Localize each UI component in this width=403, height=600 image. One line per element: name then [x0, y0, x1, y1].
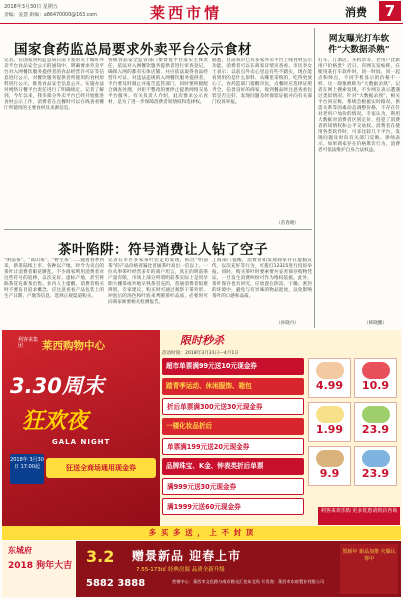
ad2-promo-box: 贺新年 新品加推 火爆认筹中: [340, 544, 398, 594]
article1-col3: 据悉，目前我市已有多家外卖平台上线食材公示功能，消费者可以在商家详情页查看。市民李女士表示：以前点外卖心里总有些不踏实，现在能看到用的是什么原料、从哪里采购的，吃得更放心了。食药监部门提醒市民，点餐时应选择证照齐全、信誉良好的商家，收到餐品时注意查看包装是否完好，发现问题及时保留证据并向有关部门投诉举报。: [212, 58, 312, 105]
product-image: [362, 450, 390, 467]
ad2-address: 营销中心：莱西市文化路与南京路交汇处东北角 开发商：莱西市东府置业有限公司: [172, 579, 325, 584]
price-tile: [308, 446, 351, 486]
ad-offer-row: 品牌珠宝、K金、钟表类折后单票: [162, 458, 304, 475]
article1-col1: 记者。在国家食药监总局日前下发的关于做好外卖平台食品安全公示的通知中，明确要求外卖平台对入网餐饮服务提供者的食品经营许可证等信息进行公示，对餐饮服务提供者所使用的食材原料进行公示，推进食品安全信息公开。实施办法对网络订餐平台责任进行了明确规定。记者了解到，今年以来，我市部分外卖平台已经开始推进食材公示工作，消费者在点餐时可以在线查看餐厅所使用的主要食材及来源信息。: [4, 58, 104, 111]
masthead: 莱西市情: [150, 4, 223, 22]
ad-gala-text: GALA NIGHT: [52, 438, 111, 446]
ad-offer-row: 一楼化妆品折后: [162, 418, 304, 435]
mall-advertisement: [2, 330, 401, 540]
article2-col1: “明前茶”、“高山茶”、“野生茶”……随着春季到来，新茶陆续上市，各种以产地、时令为卖点的茶叶让消费者眼花缭乱。不少商家利用消费者对这些符号的追捧，以次充好、虚标产地，甚至将陈茶冒充新茶出售。业内人士提醒，消费者购买时不要盲目追求概念，应注意查看产品包装上的生产日期、产地等信息，选择正规渠道购买。: [4, 258, 104, 299]
price-tile: [308, 402, 351, 442]
price-value: 10.9: [361, 379, 390, 392]
ad-offer-row: 折后单票满300元送30元现金券: [162, 398, 304, 415]
ad-offer-row: 满999元送30元现金券: [162, 478, 304, 495]
ad-store-note: 利客来欢乐购 更多优惠请到店咨询: [318, 507, 400, 525]
product-image: [362, 406, 390, 423]
ad-left-panel: [2, 330, 160, 540]
ad-slogan-band: 多 买 多 送 ， 上 不 封 顶: [2, 526, 401, 540]
article2-col3: 工商部门提醒，消费者如发现商家存在虚假宣传、以次充好等行为，可拨打12315进行投诉举报。同时，购买茶叶时要索要并妥善保存购物凭证，一旦发生消费纠纷可作为维权依据。此外，茶叶保存也有讲究，应放置在阴凉、干燥、密封的环境中，避免与有异味的物品混放，以免影响茶叶的口感和品质。: [212, 258, 312, 299]
product-image: [316, 362, 344, 379]
sidebar-headline: 网友曝光打车软件“大数据杀熟”: [328, 34, 390, 55]
price-value: 23.9: [361, 423, 390, 436]
price-tile: [354, 402, 397, 442]
realestate-advertisement: [2, 541, 401, 597]
page-header: [0, 0, 403, 24]
product-image: [362, 362, 390, 379]
price-tile: [308, 358, 351, 398]
sidebar-body: 打车、订酒店、买机票等，老用户比新用户价格贵？近日，有网友发帖称，在使用某打车软件时，同一时间、同一起点和终点，不同手机显示的价格不一样，这一现象被称为“大数据杀熟”。记者在网上搜索发现，不少网友表示遭遇过类似情况。针对“大数据杀熟”，相关平台回应称，系统会根据实时路况、供需关系等因素动态调整价格，不存在针对老用户加价的情况。专家认为，利用大数据对消费者区别定价，侵犯了消费者的知情权和公平交易权。消费者在使用各类软件时，可多比较几个平台，发现问题及时向有关部门反映。律师表示，如果商家存在价格欺诈行为，消费者可依法维护自身合法权益。: [318, 58, 400, 153]
ad-coupon-banner: 狂送全商场通用现金券: [46, 458, 156, 478]
article2-col2: 记者在市区多家茶叶店走访发现，标注“明前茶”的产品价格普遍比普通茶叶高出一倍以上。一位从事茶叶经营多年的商户坦言，真正的明前茶产量有限，市场上部分所谓明前茶实际上是用早期大棚茶或外地早熟茶冒充的，普通消费者很难辨别。专家建议，购买时可通过观察干茶外形、冲泡后的汤色和叶底来判断茶叶品质，必要时可向商家索要相关检测报告。: [108, 258, 208, 305]
price-value: 9.9: [319, 467, 340, 480]
ad2-phone: 5882 3888: [86, 578, 146, 589]
page-number: 7: [379, 1, 401, 21]
article2-reporter: （孙晓丹）: [276, 321, 299, 326]
ad-crazy-headline: 狂欢夜: [22, 409, 89, 434]
sidebar-reporter: （韩晓鹏）: [364, 321, 387, 326]
ad-offer-row: 踏青季运动、休闲服饰、箱包: [162, 378, 304, 395]
ad2-year: 2018 狗年大吉: [8, 561, 73, 571]
ad-datebox: 2018年 3月30日 17:00起: [10, 454, 44, 484]
mall-name: 莱西购物中心: [42, 340, 105, 352]
divider: [4, 229, 312, 230]
article1-reporter: （苗春晓）: [276, 221, 299, 226]
editor-line: 责编：姜慧 街编：a86470000@163.com: [4, 13, 97, 18]
ad-offer-row: 单票满199元送20元现金券: [162, 438, 304, 455]
price-tile: [354, 446, 397, 486]
price-value: 1.99: [315, 423, 344, 436]
issue-date: 2018年3月30日 星期五: [4, 4, 58, 10]
product-image: [316, 406, 344, 423]
flash-sale-dates: 活动时间：2018年3月31日—4月1日: [162, 351, 239, 356]
mall-logo: 利客来集团: [18, 337, 39, 349]
ad2-logo: 东城府: [8, 546, 32, 555]
ad2-date: 3.2: [86, 547, 115, 566]
ad2-brand-panel: [2, 541, 76, 597]
price-value: 4.99: [315, 379, 344, 392]
ad-offer-row: 满1999元送60元现金券: [162, 498, 304, 515]
ad-offer-row: 超市单票满99元送10元现金券: [162, 358, 304, 375]
article1-headline: 国家食药监总局要求外卖平台公示食材: [14, 42, 252, 58]
ad2-slogan: 赠景新品 迎春上市: [132, 549, 242, 563]
article1-col2: 各级食品安全监管部门要督促平台落实主体责任，依法对入网餐饮服务提供者进行审查登记，确保入网的都有实体店铺，并应依法取得食品经营许可证。对违法违规的入网餐饮服务提供者，平台要及时制止并报告监管部门，同时要积极配合调查处理，对拒不整改的要停止提供网络交易平台服务。有关负责人介绍，此次要求公示食材，是为了进一步保障消费者知情权和选择权。: [108, 58, 208, 105]
ad-date-headline: 3.30周末: [10, 374, 104, 398]
article2-headline: 茶叶陷阱：符号消费让人钻了空子: [58, 242, 268, 258]
column-divider: [314, 28, 315, 328]
product-image: [316, 450, 344, 467]
flash-sale-title: 限时秒杀: [180, 334, 224, 347]
price-tile: [354, 358, 397, 398]
price-value: 23.9: [361, 467, 390, 480]
section-name: 消费: [345, 6, 367, 19]
ad2-subtitle: 7.55-173㎡ 经典房源 品质全新升级: [136, 567, 225, 573]
